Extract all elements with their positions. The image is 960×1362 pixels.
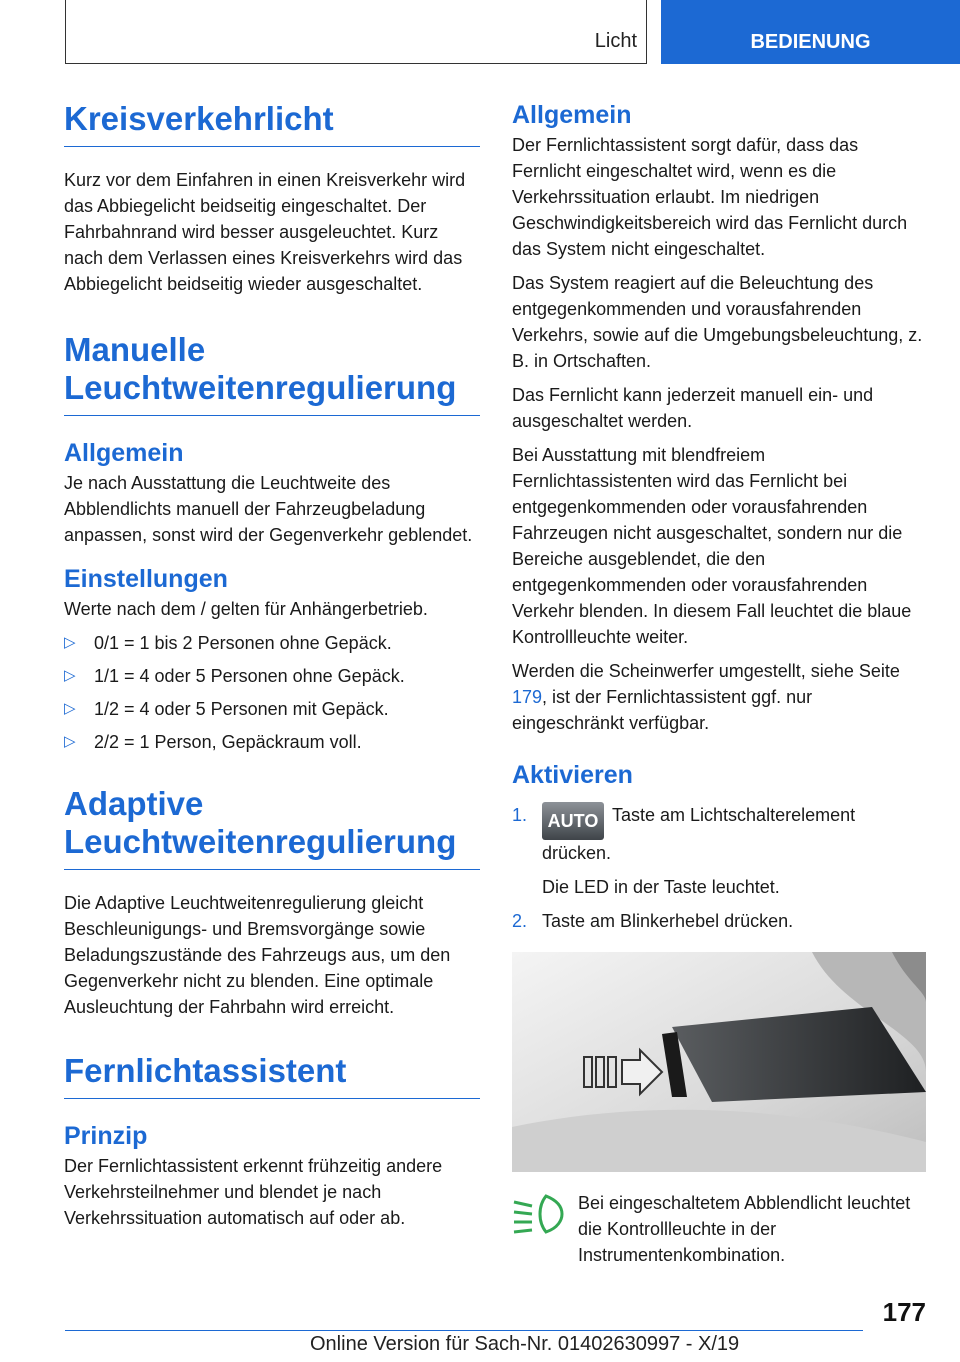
aktivieren-steps — [512, 802, 926, 934]
footer-divider — [65, 1330, 863, 1331]
heading-prinzip: Prinzip — [64, 1122, 148, 1150]
heading-allgemein-right: Allgemein — [512, 101, 632, 129]
header-box — [65, 0, 647, 64]
step-number: 2. — [512, 911, 528, 931]
triangle-bullet-icon: ▷ — [64, 634, 76, 651]
heading-allgemein-left: Allgemein — [64, 439, 184, 467]
heading-einstellungen: Einstellungen — [64, 565, 228, 593]
heading-manuelle-line2: Leuchtweitenregulierung — [64, 369, 457, 406]
left-column — [64, 100, 480, 1231]
list-item: ▷ 1/2 = 4 oder 5 Personen mit Gepäck. — [64, 696, 480, 722]
list-item: ▷ 1/1 = 4 oder 5 Personen ohne Gepäck. — [64, 663, 480, 689]
heading-fernlichtassistent: Fernlichtassistent — [64, 1052, 480, 1099]
page-number: 177 — [882, 1297, 926, 1327]
einstellungen-text: Werte nach dem / gelten für Anhängerbetrieb. — [64, 599, 428, 619]
heading-manuelle-lwr — [64, 331, 480, 416]
allgemein-right-p3: Das Fernlicht kann jederzeit manuell ein- und ausgeschaltet werden. — [512, 385, 874, 431]
allgemein-right-p1: Der Fernlichtassistent sorgt dafür, dass das Fernlicht eingeschaltet wird, wenn es die Verkehrssituation erlaubt. Im niedrigen Geschwindigkeitsbereich wird das Fernlicht durch das System nicht eingeschaltet. — [512, 135, 908, 259]
list-item: ▷ 2/2 = 1 Person, Gepäckraum voll. — [64, 729, 480, 755]
step-item: 1. AUTO Taste am Lichtschalterelement drücken. Die LED in der Taste leuchtet. — [512, 802, 926, 900]
step-number: 1. — [512, 805, 528, 825]
step-subtext: Die LED in der Taste leuchtet. — [542, 877, 780, 897]
footer-online-version: Online Version für Sach-Nr. 01402630997 - X/19 — [310, 1333, 740, 1355]
heading-adaptive-line1: Adaptive — [64, 785, 204, 822]
list-item: ▷ 0/1 = 1 bis 2 Personen ohne Gepäck. — [64, 630, 480, 656]
allgemein-right-p5: Werden die Scheinwerfer umgestellt, siehe Seite 179, ist der Fernlichtassistent ggf. nur eingeschränkt verfügbar. — [512, 661, 900, 733]
section-title: Licht — [594, 30, 637, 52]
auto-button-icon: AUTO — [542, 802, 604, 840]
allgemein-right-p4: Bei Ausstattung mit blendfreiem Fernlichtassistenten wird das Fernlicht bei entgegenkommenden oder vorausfahrenden Fahrzeugen nicht ausgeschaltet, sondern nur die Bereiche ausgeblendet, die den entgegenkommenden oder vorausfahrenden Verkehr blenden. In diesem Fall leuchtet die blaue Kontrollleuchte weiter. — [512, 445, 912, 647]
low-beam-indicator-icon — [512, 1192, 564, 1236]
turn-signal-lever-photo — [512, 952, 926, 1172]
kreisverkehrlicht-text: Kurz vor dem Einfahren in einen Kreisverkehr wird das Abbiegelicht beidseitig eingeschaltet. Der Fahrbahnrand wird besser ausgeleuchtet. Kurz nach dem Verlassen eines Kreisverkehrs wird das Abbiegelicht beidseitig wieder ausgeschaltet. — [64, 170, 466, 294]
einstellungen-list — [64, 630, 480, 755]
right-column — [512, 100, 926, 1270]
heading-adaptive-lwr — [64, 785, 480, 870]
indicator-text: Bei eingeschaltetem Abblendlicht leuchtet die Kontrollleuchte in der Instrumentenkombination. — [578, 1193, 911, 1265]
triangle-bullet-icon: ▷ — [64, 667, 76, 684]
page-reference-link[interactable]: 179 — [512, 687, 543, 707]
allgemein-right-p2: Das System reagiert auf die Beleuchtung des entgegenkommenden und vorausfahrenden Verkehrs, sowie auf die Umgebungsbeleuchtung, z. B. in Ortschaften. — [512, 273, 923, 371]
adaptive-text: Die Adaptive Leuchtweitenregulierung gleicht Beschleunigungs- und Bremsvorgänge sowie Beladungszustände des Fahrzeugs aus, um den Gegenverkehr nicht zu blenden. Eine optimale Ausleuchtung der Fahrbahn wird erreicht. — [64, 893, 451, 1017]
triangle-bullet-icon: ▷ — [64, 733, 76, 750]
heading-aktivieren: Aktivieren — [512, 761, 633, 789]
heading-manuelle-line1: Manuelle — [64, 331, 206, 368]
indicator-note — [512, 1190, 926, 1270]
step-item: 2. Taste am Blinkerhebel drücken. — [512, 908, 926, 934]
triangle-bullet-icon: ▷ — [64, 700, 76, 717]
heading-kreisverkehrlicht: Kreisverkehrlicht — [64, 100, 480, 147]
chapter-tab: BEDIENUNG — [661, 0, 960, 64]
allgemein-left-text: Je nach Ausstattung die Leuchtweite des Abblendlichts manuell der Fahrzeugbeladung anpassen, sonst wird der Gegenverkehr geblendet. — [64, 473, 473, 545]
heading-adaptive-line2: Leuchtweitenregulierung — [64, 823, 457, 860]
prinzip-text: Der Fernlichtassistent erkennt frühzeitig andere Verkehrsteilnehmer und blendet je nach Verkehrssituation automatisch auf oder ab. — [64, 1156, 443, 1228]
